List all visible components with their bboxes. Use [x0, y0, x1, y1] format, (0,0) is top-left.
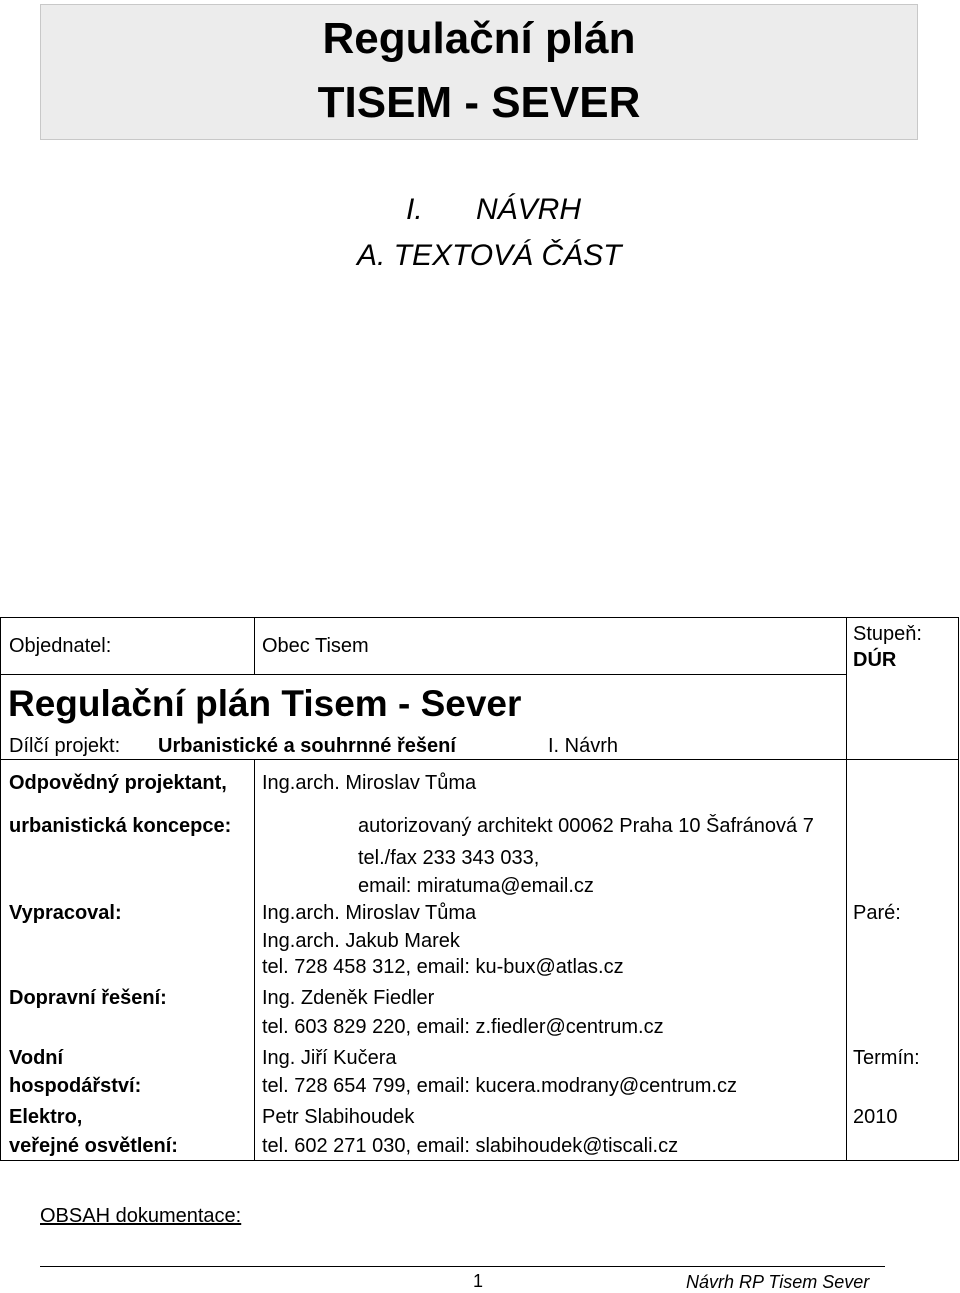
cell-right — [846, 759, 959, 1161]
urbanisticka-label: urbanistická koncepce: — [9, 815, 232, 837]
urbanisticka-line: tel./fax 233 343 033, — [358, 847, 540, 869]
dopravni-line: tel. 603 829 220, email: z.fiedler@centrum.cz — [262, 1016, 664, 1038]
odpovedny-value: Ing.arch. Miroslav Tůma — [262, 772, 477, 794]
objednatel-label: Objednatel: — [9, 635, 112, 657]
stupen-value: DÚR — [853, 649, 897, 671]
document-title-line-1: Regulační plán — [322, 14, 636, 63]
elektro-label: Elektro, — [9, 1106, 83, 1128]
page-number: 1 — [473, 1271, 484, 1291]
dopravni-line: Ing. Zdeněk Fiedler — [262, 987, 435, 1009]
elektro-line: tel. 602 271 030, email: slabihoudek@tiscali.cz — [262, 1135, 679, 1157]
vodni-label: Vodní — [9, 1047, 64, 1069]
vodni-label: hospodářství: — [9, 1075, 142, 1097]
plan-name: Regulační plán Tisem - Sever — [8, 683, 522, 724]
vypracoval-line: Ing.arch. Miroslav Tůma — [262, 902, 477, 924]
urbanisticka-line: autorizovaný architekt 00062 Praha 10 Šafránová 7 — [358, 815, 814, 837]
footer-doc-name: Návrh RP Tisem Sever — [686, 1272, 870, 1292]
footer-rule — [40, 1266, 885, 1267]
vypracoval-label: Vypracoval: — [9, 902, 122, 924]
dilci-value: Urbanistické a souhrnné řešení — [158, 735, 456, 757]
vypracoval-line: Ing.arch. Jakub Marek — [262, 930, 460, 952]
part-number: I. — [406, 193, 423, 226]
urbanisticka-line: email: miratuma@email.cz — [358, 875, 594, 897]
vodni-line: tel. 728 654 799, email: kucera.modrany@centrum.cz — [262, 1075, 737, 1097]
vodni-line: Ing. Jiří Kučera — [262, 1047, 397, 1069]
objednatel-value: Obec Tisem — [262, 635, 369, 657]
part-name: NÁVRH — [476, 193, 582, 226]
dilci-label: Dílčí projekt: — [9, 735, 121, 757]
obsah-heading: OBSAH dokumentace: — [40, 1205, 242, 1227]
pare-label: Paré: — [853, 902, 901, 924]
termin-value: 2010 — [853, 1106, 898, 1128]
odpovedny-label: Odpovědný projektant, — [9, 772, 227, 794]
dopravni-label: Dopravní řešení: — [9, 987, 167, 1009]
elektro-line: Petr Slabihoudek — [262, 1106, 415, 1128]
termin-label: Termín: — [853, 1047, 920, 1069]
dilci-stage: I. Návrh — [548, 735, 619, 757]
vypracoval-line: tel. 728 458 312, email: ku-bux@atlas.cz — [262, 956, 624, 978]
title-box — [40, 4, 918, 140]
document-title-line-2: TISEM - SEVER — [317, 78, 641, 127]
stupen-label: Stupeň: — [853, 623, 922, 645]
section-title: A. TEXTOVÁ ČÁST — [357, 239, 622, 272]
elektro-label: veřejné osvětlení: — [9, 1135, 178, 1157]
